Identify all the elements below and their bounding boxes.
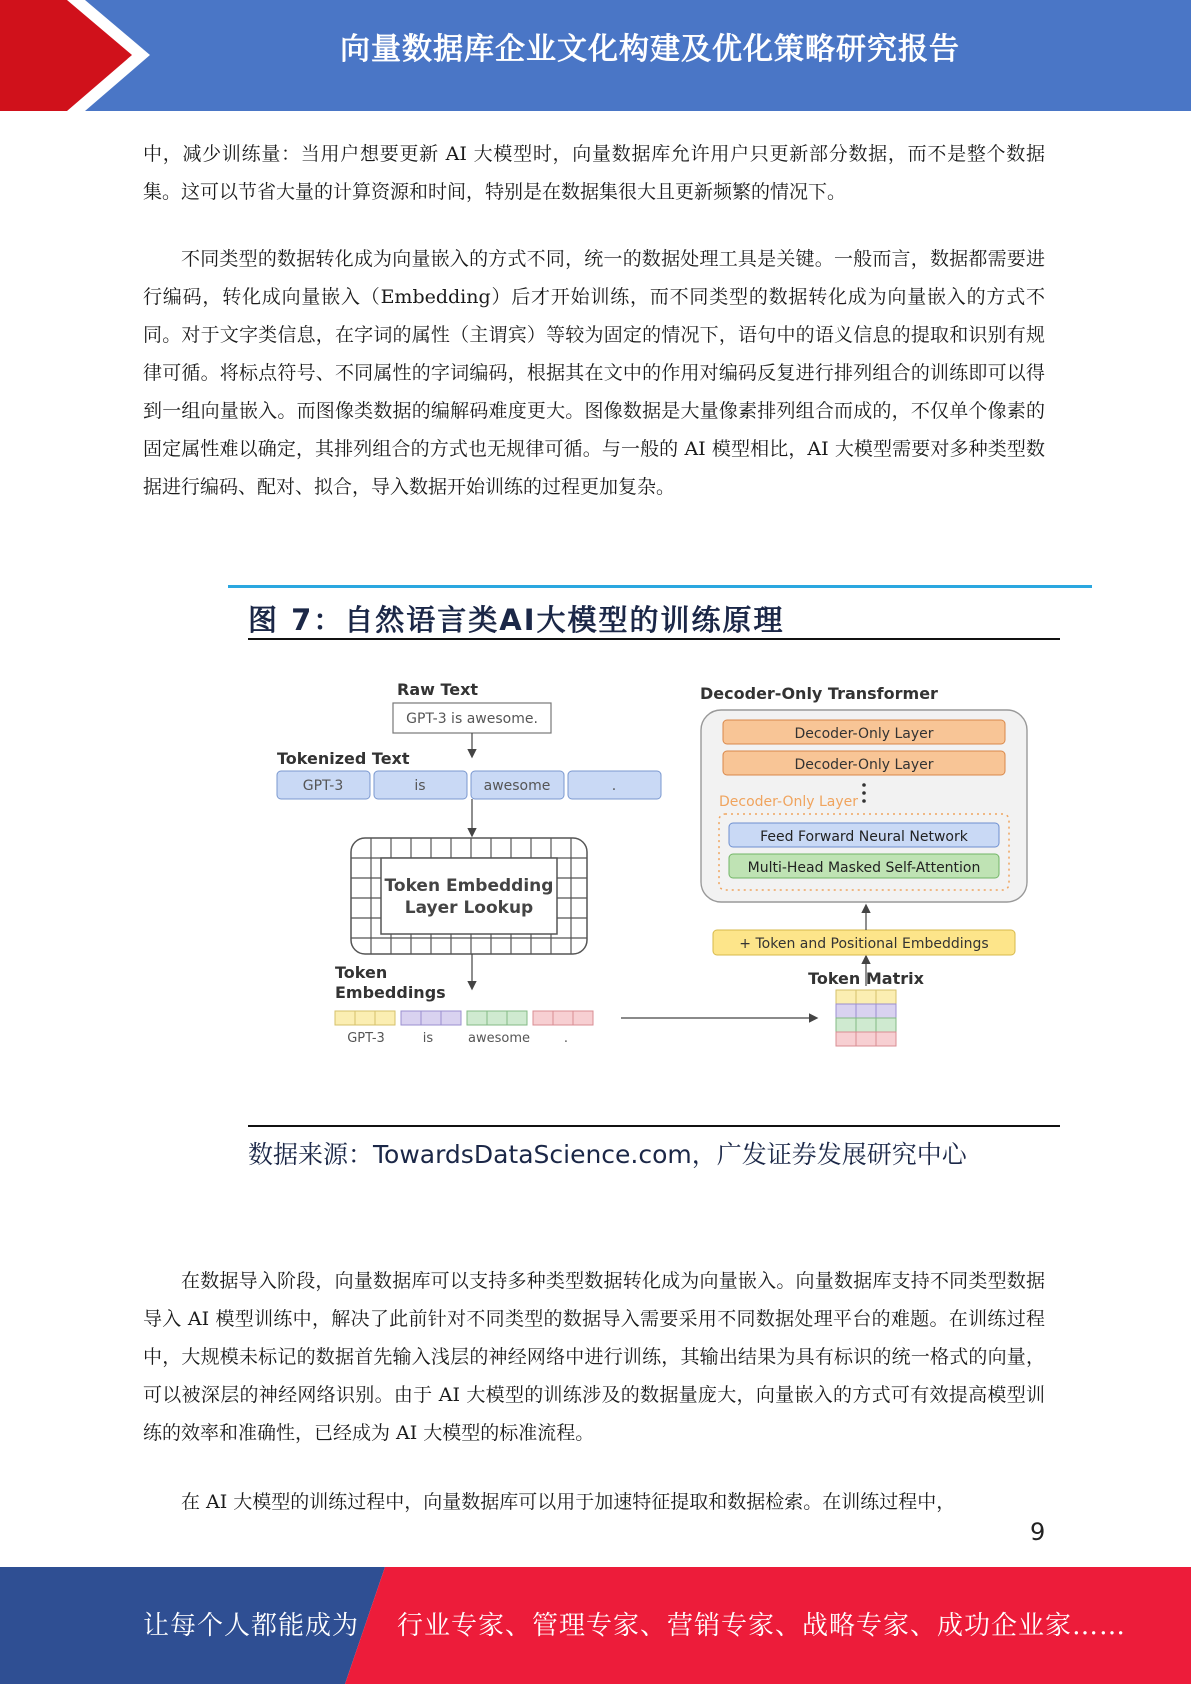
figure-7 xyxy=(228,580,1092,1180)
token-label: . xyxy=(611,778,617,794)
decoder-layer-label: Decoder-Only Layer xyxy=(794,726,934,742)
lookup-label-line1: Token Embedding xyxy=(384,876,554,896)
decoder-layer-dotted-label: Decoder-Only Layer xyxy=(719,794,859,810)
page-number: 9 xyxy=(1030,1518,1046,1546)
matrix-cell xyxy=(856,1018,876,1032)
positional-embeddings-label: + Token and Positional Embeddings xyxy=(739,936,989,952)
figure-title-rule xyxy=(248,638,1060,640)
embedding-cell xyxy=(573,1011,593,1025)
matrix-cell xyxy=(836,1032,856,1046)
figure-title: 图 7：自然语言类AI大模型的训练原理 xyxy=(248,603,785,637)
paragraph-3: 在数据导入阶段，向量数据库可以支持多种类型数据转化成为向量嵌入。向量数据库支持不同类型数据导入 AI 模型训练中，解决了此前针对不同类型的数据导入需要采用不同数据处理平台的难题。在训练过程中，大规模未标记的数据首先输入浅层的神经网络中进行训练，其输出结果为具有标识的统一格式的向量，可以被深层的神经网络识别。由于 AI 大模型的训练涉及的数据量庞大，向量嵌入的方式可有效提高模型训练的效率和准确性，已经成为 AI 大模型的标准流程。 xyxy=(143,1270,1045,1444)
token-label: is xyxy=(414,778,426,794)
training-diagram xyxy=(263,660,1063,1120)
matrix-cell xyxy=(876,1004,896,1018)
matrix-cell xyxy=(876,990,896,1004)
embedding-cell xyxy=(553,1011,573,1025)
page-header xyxy=(0,0,1191,111)
embeddings-label-line2: Embeddings xyxy=(335,983,446,1002)
embedding-token-label: awesome xyxy=(468,1031,530,1046)
lookup-label-line2: Layer Lookup xyxy=(404,898,534,918)
embedding-cell xyxy=(401,1011,421,1025)
raw-text-value: GPT-3 is awesome. xyxy=(406,711,538,727)
embedding-cell xyxy=(533,1011,553,1025)
paragraph-2: 不同类型的数据转化成为向量嵌入的方式不同，统一的数据处理工具是关键。一般而言，数据都需要进行编码，转化成向量嵌入（Embedding）后才开始训练，而不同类型的数据转化成为向量嵌入的方式不同。对于文字类信息，在字词的属性（主谓宾）等较为固定的情况下，语句中的语义信息的提取和识别有规律可循。将标点符号、不同属性的字词编码，根据其在文中的作用对编码反复进行排列组合的训练即可以得到一组向量嵌入。而图像类数据的编解码难度更大。图像数据是大量像素排列组合而成的，不仅单个像素的固定属性难以确定，其排列组合的方式也无规律可循。与一般的 AI 模型相比，AI 大模型需要对多种类型数据进行编码、配对、拟合，导入数据开始训练的过程更加复杂。 xyxy=(143,248,1045,498)
embedding-token-label: GPT-3 xyxy=(347,1031,385,1046)
matrix-cell xyxy=(856,990,876,1004)
matrix-cell xyxy=(836,1018,856,1032)
header-chevron-decoration xyxy=(0,0,160,111)
tokenized-text-label: Tokenized Text xyxy=(277,749,410,768)
transformer-label: Decoder-Only Transformer xyxy=(700,684,938,703)
page-footer xyxy=(0,1567,1191,1684)
embedding-token-label: is xyxy=(422,1031,434,1046)
token-matrix-label: Token Matrix xyxy=(808,969,924,988)
header-title: 向量数据库企业文化构建及优化策略研究报告 xyxy=(340,32,960,67)
token-embedding-row xyxy=(335,1011,593,1025)
embedding-cell xyxy=(421,1011,441,1025)
token-matrix xyxy=(836,990,896,1046)
figure-bottom-rule xyxy=(248,1125,1060,1127)
embedding-cell xyxy=(467,1011,487,1025)
token-label: GPT-3 xyxy=(302,778,344,794)
matrix-cell xyxy=(876,1018,896,1032)
raw-text-label: Raw Text xyxy=(397,680,479,699)
token-embedding-lookup xyxy=(351,838,587,954)
footer-slogan-left: 让每个人都能成为 xyxy=(143,1611,360,1641)
embedding-cell xyxy=(507,1011,527,1025)
embedding-cell xyxy=(441,1011,461,1025)
figure-top-line xyxy=(228,585,1092,588)
token-label: awesome xyxy=(483,778,551,794)
paragraph-1: 中，减少训练量：当用户想要更新 AI 大模型时，向量数据库允许用户只更新部分数据，而不是整个数据集。这可以节省大量的计算资源和时间，特别是在数据集很大且更新频繁的情况下。 xyxy=(143,143,1045,203)
paragraph-4: 在 AI 大模型的训练过程中，向量数据库可以用于加速特征提取和数据检索。在训练过程中， xyxy=(181,1491,956,1513)
embedding-cell xyxy=(355,1011,375,1025)
attention-label: Multi-Head Masked Self-Attention xyxy=(747,860,981,876)
decoder-layer-label: Decoder-Only Layer xyxy=(794,757,934,773)
matrix-cell xyxy=(856,1004,876,1018)
matrix-cell xyxy=(836,1004,856,1018)
figure-source: 数据来源：TowardsDataScience.com，广发证券发展研究中心 xyxy=(248,1140,967,1169)
embedding-cell xyxy=(375,1011,395,1025)
embedding-cell xyxy=(335,1011,355,1025)
ffn-label: Feed Forward Neural Network xyxy=(760,829,968,845)
matrix-cell xyxy=(856,1032,876,1046)
embedding-token-label: . xyxy=(563,1031,569,1046)
embeddings-label-line1: Token xyxy=(335,963,388,982)
footer-slogan-right: 行业专家、管理专家、营销专家、战略专家、成功企业家…… xyxy=(397,1611,1127,1641)
matrix-cell xyxy=(836,990,856,1004)
matrix-cell xyxy=(876,1032,896,1046)
embedding-cell xyxy=(487,1011,507,1025)
